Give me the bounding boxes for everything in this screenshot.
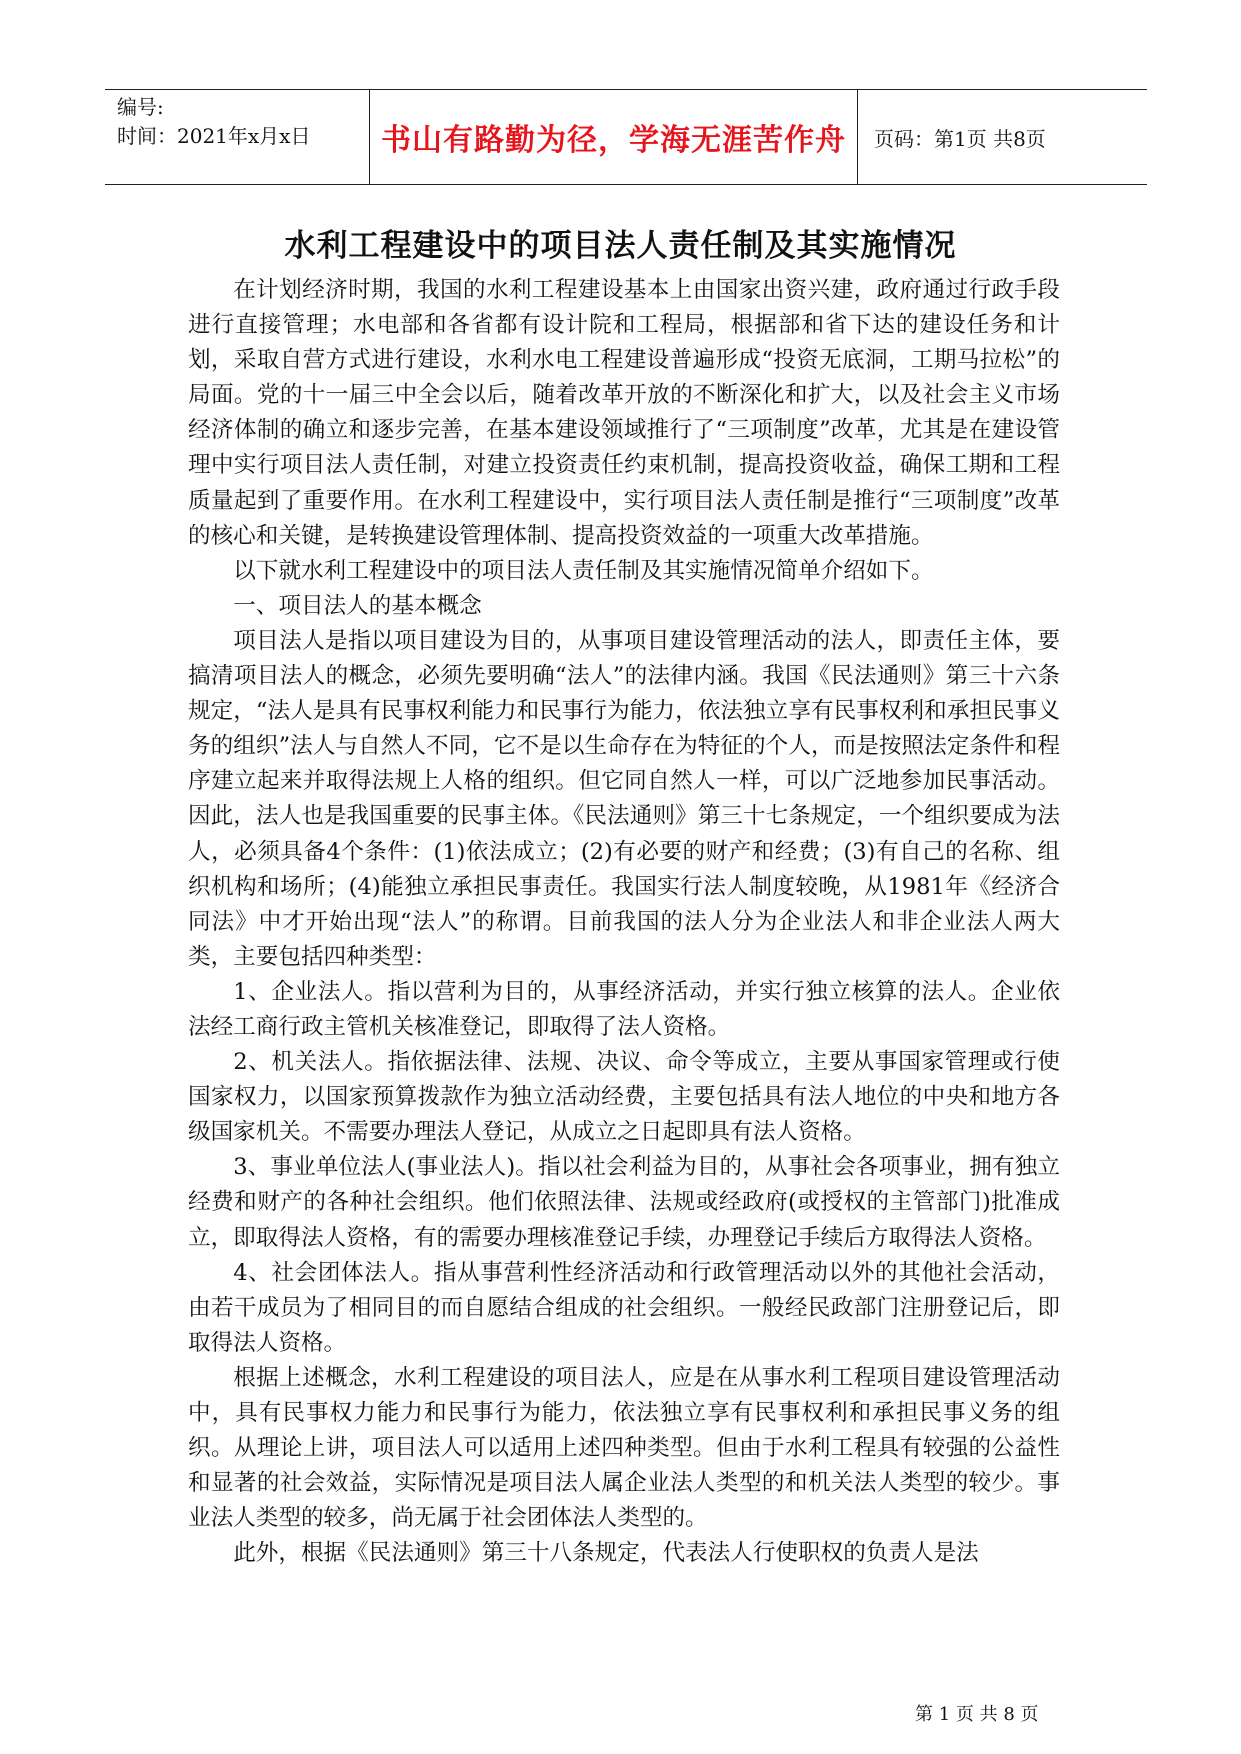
paragraph: 以下就水利工程建设中的项目法人责任制及其实施情况简单介绍如下。 <box>233 557 934 584</box>
header-motto: 书山有路勤为径，学海无涯苦作舟 <box>381 123 846 158</box>
paragraph: 2、机关法人。指依据法律、法规、决议、命令等成立，主要从事国家管理或行使国家权力，以国家预算拨款作为独立活动经费，主要包括具有法人地位的中央和地方各级国家机关。不需要办理法人登记，从成立之日起即具有法人资格。 <box>188 1049 1060 1146</box>
doc-time-label: 时间：2021年x月x日 <box>117 124 311 148</box>
paragraph: 此外，根据《民法通则》第三十八条规定，代表法人行使职权的负责人是法 <box>233 1540 979 1567</box>
paragraph: 项目法人是指以项目建设为目的，从事项目建设管理活动的法人，即责任主体，要搞清项目法人的概念，必须先要明确“法人”的法律内涵。我国《民法通则》第三十六条规定，“法人是具有民事权利能力和民事行为能力，依法独立享有民事权利和承担民事义务的组织”法人与自然人不同，它不是以生命存在为特征的个人，而是按照法定条件和程序建立起来并取得法规上人格的组织。但它同自然人一样，可以广泛地参加民事活动。因此，法人也是我国重要的民事主体。《民法通则》第三十七条规定，一个组织要成为法人，必须具备4个条件：(1)依法成立；(2)有必要的财产和经费；(3)有自己的名称、组织机构和场所；(4)能独立承担民事责任。我国实行法人制度较晚，从1981年《经济合同法》中才开始出现“法人”的称谓。目前我国的法人分为企业法人和非企业法人两大类，主要包括四种类型： <box>188 627 1060 970</box>
paragraph: 在计划经济时期，我国的水利工程建设基本上由国家出资兴建，政府通过行政手段进行直接管理；水电部和各省都有设计院和工程局，根据部和省下达的建设任务和计划，采取自营方式进行建设，水利水电工程建设普遍形成“投资无底洞，工期马拉松”的局面。党的十一届三中全会以后，随着改革开放的不断深化和扩大，以及社会主义市场经济体制的确立和逐步完善，在基本建设领域推行了“三项制度”改革，尤其是在建设管理中实行项目法人责任制，对建立投资责任约束机制，提高投资收益，确保工期和工程质量起到了重要作用。在水利工程建设中，实行项目法人责任制是推行“三项制度”改革的核心和关键，是转换建设管理体制、提高投资效益的一项重大改革措施。 <box>188 277 1060 549</box>
page-footer: 第 1 页 共 8 页 <box>915 1704 1039 1725</box>
paragraph: 根据上述概念，水利工程建设的项目法人，应是在从事水利工程项目建设管理活动中，具有民事权力能力和民事行为能力，依法独立享有民事权利和承担民事义务的组织。从理论上讲，项目法人可以适用上述四种类型。但由于水利工程具有较强的公益性和显著的社会效益，实际情况是项目法人属企业法人类型的和机关法人类型的较少。事业法人类型的较多，尚无属于社会团体法人类型的。 <box>188 1364 1060 1532</box>
header-meta <box>105 90 370 184</box>
header-page-code-cell <box>858 90 1147 184</box>
section-heading: 一、项目法人的基本概念 <box>233 592 482 619</box>
header-page-code: 页码：第1页 共8页 <box>874 126 1046 151</box>
page-header <box>105 89 1147 185</box>
document-body <box>188 273 1060 1571</box>
header-motto-cell <box>370 90 858 184</box>
document-title: 水利工程建设中的项目法人责任制及其实施情况 <box>284 228 957 264</box>
paragraph: 4、社会团体法人。指从事营利性经济活动和行政管理活动以外的其他社会活动，由若干成员为了相同目的而自愿结合组成的社会组织。一般经民政部门注册登记后，即取得法人资格。 <box>188 1259 1060 1356</box>
paragraph: 1、企业法人。指以营利为目的，从事经济活动，并实行独立核算的法人。企业依法经工商行政主管机关核准登记，即取得了法人资格。 <box>188 978 1060 1040</box>
doc-number-label: 编号: <box>117 95 164 119</box>
paragraph: 3、事业单位法人(事业法人)。指以社会利益为目的，从事社会各项事业，拥有独立经费和财产的各种社会组织。他们依照法律、法规或经政府(或授权的主管部门)批准成立，即取得法人资格，有的需要办理核准登记手续，办理登记手续后方取得法人资格。 <box>188 1154 1060 1251</box>
